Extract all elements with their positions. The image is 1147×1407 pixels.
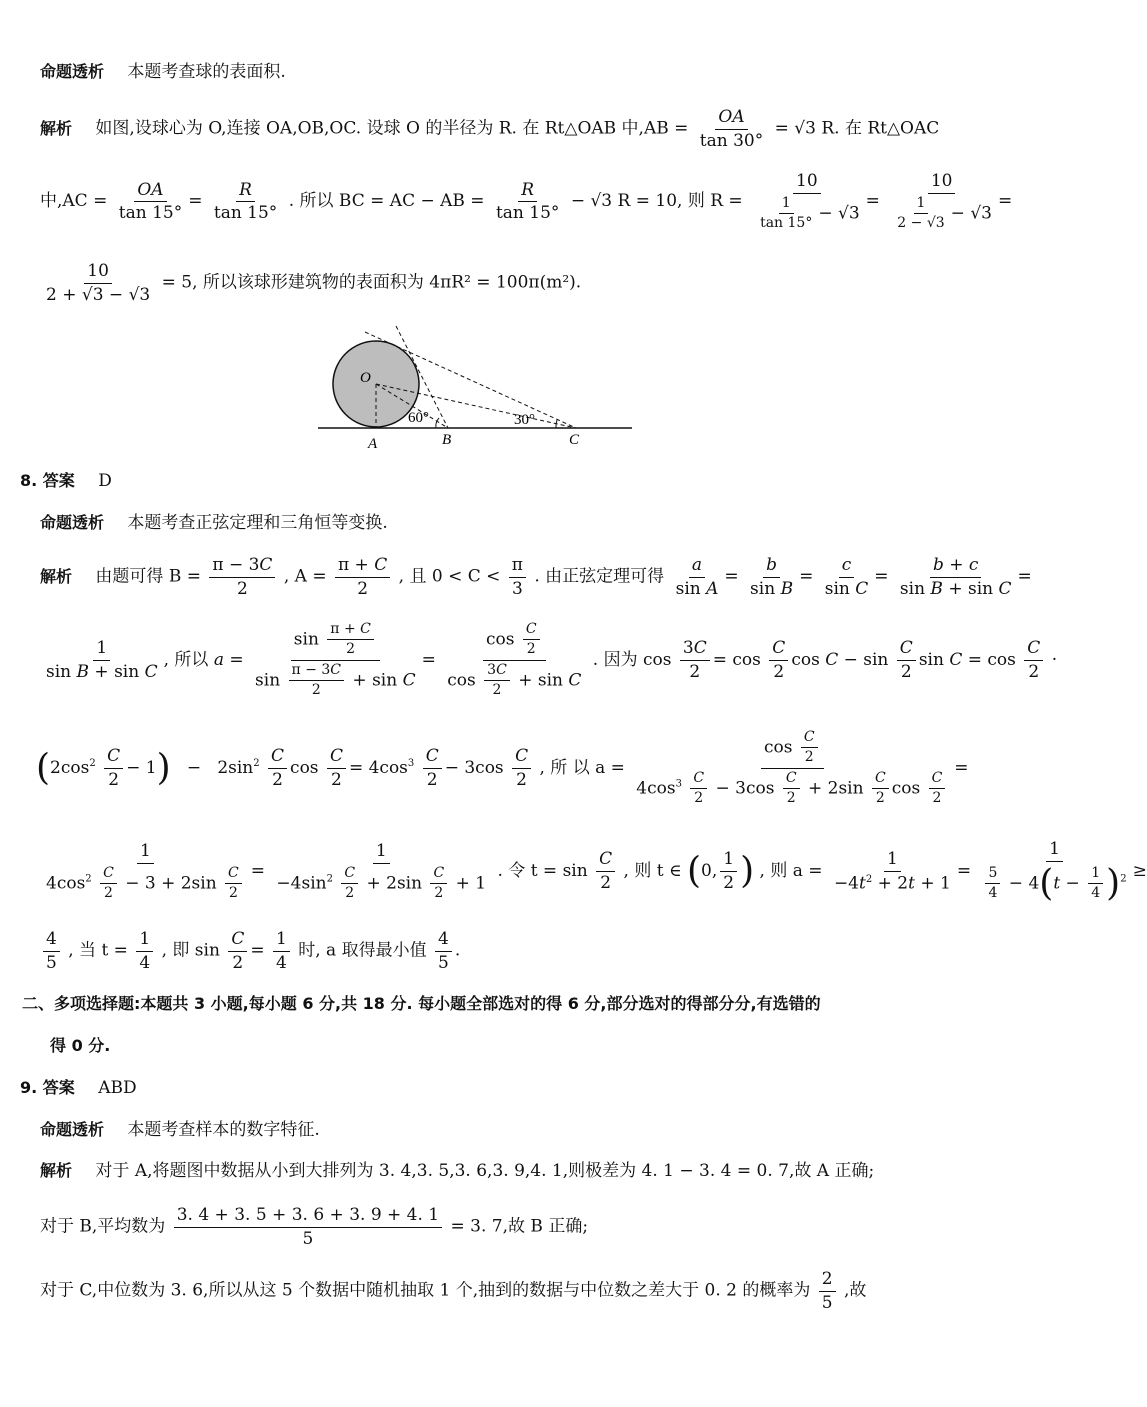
fraction: $\frac{4}{5}$ bbox=[43, 930, 60, 972]
fraction: $\frac{C}{2}$ bbox=[423, 747, 442, 789]
analysis-text: , 则 t ∈ bbox=[623, 861, 682, 882]
analysis-text: , 即 sin bbox=[161, 940, 220, 961]
q9-answer-row bbox=[20, 1080, 137, 1097]
analysis-row-9-a bbox=[40, 1163, 874, 1180]
analysis-label: 解析 bbox=[40, 566, 73, 586]
fraction: $\frac{C}{2}$ bbox=[268, 747, 287, 789]
label-a: A bbox=[368, 436, 378, 452]
q9-head: 9. 答案 bbox=[20, 1078, 75, 1097]
fraction: $\frac{C}{2}$ bbox=[327, 747, 346, 789]
analysis-text: = 5, 所以该球形建筑物的表面积为 4πR² = 100π(m²). bbox=[161, 272, 582, 293]
insight-text: 本题考查正弦定理和三角恒等变换. bbox=[127, 513, 388, 533]
analysis-text: 对于 B,平均数为 bbox=[40, 1216, 166, 1237]
fraction: $\frac{1}{-4t^2 + 2t + 1}$ bbox=[833, 849, 951, 894]
insight-row-9 bbox=[40, 1122, 320, 1139]
analysis-text: . 因为 cos bbox=[592, 649, 672, 670]
q8-head: 8. 答案 bbox=[20, 471, 75, 490]
analysis-row-8-1: 解析 由题可得 B = $\frac{\pi - 3C}{2}$ , A = $\frac{\pi + C}{2}$ , 且 0 < C < $\frac{\pi}{3}$ . 由正弦定理可得 $\frac{a}{\text{sin A}}$ = $\frac{b}{\text{sin B}}$ = $\frac{c}{\text{sin C}}$ = $\frac{b + c}{\text{sin B + sin C}}$ = bbox=[40, 555, 1032, 599]
section-2-title: 二、多项选择题:本题共 3 小题,每小题 6 分,共 18 分. 每小题全部选对的得 6 分,部分选对的得部分分,有选错的 bbox=[22, 994, 821, 1013]
fraction: $\frac{c}{\text{sin C}}$ bbox=[824, 555, 869, 599]
fraction: $\frac{4}{5}$ bbox=[435, 930, 452, 972]
analysis-row-7-1 bbox=[40, 108, 939, 150]
q8-answer: D bbox=[98, 471, 112, 491]
fraction-r-tan15: $\frac{R}{\tan 15^\circ}$ bbox=[213, 179, 278, 224]
analysis-text: − √3 R = 10, 则 R = bbox=[570, 191, 743, 212]
fraction-10-over: 10 $\frac{1}{\tan 15^\circ}$ − √3 bbox=[760, 171, 860, 232]
fraction: cos $\frac{C}{2}$ cos $\frac{3C}{2}$ + sin C bbox=[447, 621, 582, 699]
analysis-text: . 由正弦定理可得 bbox=[534, 566, 665, 587]
fraction: $\frac{1}{4}$ bbox=[273, 930, 290, 972]
fraction-oa-tan30: $\frac{OA}{\tan 30^\circ}$ bbox=[699, 107, 764, 151]
analysis-text: 对于 C,中位数为 3. 6,所以从这 5 个数据中随机抽取 1 个,抽到的数据与中位数之差大于 0. 2 的概率为 bbox=[40, 1280, 811, 1301]
analysis-text: , A = bbox=[283, 566, 327, 587]
fraction-10-final: $\frac{10}{2 + √3 - √3}$ bbox=[46, 261, 151, 305]
analysis-label: 解析 bbox=[40, 118, 73, 138]
fraction-oa-tan15: $\frac{OA}{\tan 15^\circ}$ bbox=[118, 179, 183, 224]
fraction: $\frac{b + c}{\text{sin B + sin C}}$ bbox=[899, 555, 1012, 599]
fraction-prob: $\frac{2}{5}$ bbox=[819, 1270, 836, 1312]
fraction-r-tan15-2: $\frac{R}{\tan 15^\circ}$ bbox=[495, 179, 560, 224]
label-c: C bbox=[569, 432, 580, 448]
fraction: sin $\frac{\pi + C}{2}$ sin $\frac{\pi - 3C}{2}$ + sin C bbox=[255, 621, 416, 699]
q9-answer: ABD bbox=[98, 1078, 137, 1098]
analysis-text: = 3. 7,故 B 正确; bbox=[450, 1216, 589, 1237]
sphere-figure bbox=[310, 322, 640, 452]
analysis-text: 时, a 取得最小值 bbox=[298, 940, 427, 961]
analysis-text: , 当 t = bbox=[68, 940, 128, 961]
fraction: $\frac{C}{2}$ bbox=[104, 747, 123, 789]
analysis-text: 对于 A,将题图中数据从小到大排列为 3. 4,3. 5,3. 6,3. 9,4. 1,则极差为 4. 1 − 3. 4 = 0. 7,故 A 正确; bbox=[95, 1161, 875, 1181]
insight-text: 本题考查球的表面积. bbox=[127, 62, 286, 82]
label-o: O bbox=[360, 370, 371, 386]
fraction: 1 $\frac{5}{4}$ − 4(t − $\frac{1}{4}$ )$^2$ bbox=[979, 840, 1129, 903]
label-60: 60° bbox=[408, 410, 429, 426]
analysis-text: . 令 t = sin bbox=[497, 861, 588, 882]
insight-row-8 bbox=[40, 515, 388, 532]
fraction: $\frac{C}{2}$ bbox=[897, 639, 916, 681]
fraction: $\frac{\pi}{3}$ bbox=[509, 556, 526, 598]
fraction: $\frac{C}{2}$ bbox=[512, 747, 531, 789]
section-2-title-cont: 得 0 分. bbox=[50, 1036, 111, 1055]
analysis-row-8-4: 1 $4\cos^2$ $\frac{C}{2}$ − 3 + 2sin $\frac{C}{2}$ = 1 $-4\sin^2$ $\frac{C}{2}$ + 2sin $\frac{C}{2}$ + 1 . 令 t = sin $\frac{C}{2}$ , 则 t ∈ (0, $\frac{1}{2}$ ) , 则 a = $\frac{1}{-4t^2 + 2t + 1}$ = 1 $\frac{5}{4}$ − 4(t − $\frac{1}{4}$ )$^2$ ≥ bbox=[40, 840, 1147, 903]
analysis-row-8-3: ($2\cos^2$ $\frac{C}{2}$ − $1) - 2\sin^2$ $\frac{C}{2}$ cos $\frac{C}{2}$ = $4\cos^3$ $\frac{C}{2}$ − 3cos $\frac{C}{2}$ , 所 以 a = cos $\frac{C}{2}$ $4\cos^3$ $\frac{C}{2}$ − 3cos $\frac{C}{2}$ + 2sin $\frac{C}{2}$ cos $\frac{C}{2}$ = bbox=[36, 729, 969, 807]
fraction-10-over-2: 10 $\frac{1}{2 - √3}$ − √3 bbox=[897, 171, 992, 232]
fraction: $\frac{3C}{2}$ bbox=[680, 639, 710, 681]
analysis-text: , 则 a = bbox=[759, 861, 823, 882]
fraction: cos $\frac{C}{2}$ $4\cos^3$ $\frac{C}{2}$ − 3cos $\frac{C}{2}$ + 2sin $\frac{C}{2}$ cos $\frac{C}{2}$ bbox=[633, 730, 951, 807]
analysis-row-8-2: $\frac{1}{\text{sin B + sin C}}$ , 所以 a = sin $\frac{\pi + C}{2}$ sin $\frac{\pi - 3C}{2}$ + sin C = cos $\frac{C}{2}$ cos $\frac{3C}{2}$ + sin C . 因为 cos $\frac{3C}{2}$ = cos $\frac{C}{2}$ cos C − sin $\frac{C}{2}$ sin C = cos $\frac{C}{2}$ · bbox=[40, 622, 1057, 699]
analysis-text: = √3 R. 在 Rt△OAC bbox=[774, 118, 940, 139]
label-b: B bbox=[442, 432, 452, 448]
q8-answer-row bbox=[20, 473, 112, 490]
fraction: $\frac{1}{\text{sin B + sin C}}$ bbox=[46, 638, 158, 682]
analysis-text: 由题可得 B = bbox=[95, 566, 201, 587]
fraction: $\frac{\pi - 3C}{2}$ bbox=[209, 556, 275, 598]
analysis-row-7-3 bbox=[40, 262, 581, 304]
analysis-text: 中,AC = bbox=[40, 191, 108, 212]
fraction-mean: $\frac{3. 4 + 3. 5 + 3. 6 + 3. 9 + 4. 1}{5}$ bbox=[174, 1206, 442, 1248]
analysis-row-9-c bbox=[40, 1270, 866, 1312]
insight-row-7 bbox=[40, 64, 286, 81]
fraction: $\frac{C}{2}$ bbox=[769, 639, 788, 681]
insight-text: 本题考查样本的数字特征. bbox=[127, 1120, 320, 1140]
analysis-row-7-2: 中,AC = $\frac{OA}{\tan 15^\circ}$ = $\frac{R}{\tan 15^\circ}$ . 所以 BC = AC − AB = $\frac{R}{\tan 15^\circ}$ − √3 R = 10, 则 R = 10 $\frac{1}{\tan 15^\circ}$ − √3 = 10 $\frac{1}{2 - √3}$ − √3 = bbox=[40, 171, 1013, 232]
analysis-label: 解析 bbox=[40, 1161, 73, 1180]
fraction: $\frac{\pi + C}{2}$ bbox=[335, 556, 390, 598]
analysis-text: , 所 以 a = bbox=[539, 757, 625, 778]
analysis-text: 如图,设球心为 O,连接 OA,OB,OC. 设球 O 的半径为 R. 在 Rt△OAB 中,AB = bbox=[95, 118, 689, 139]
fraction: 1 $-4\sin^2$ $\frac{C}{2}$ + 2sin $\frac{C}{2}$ + 1 bbox=[276, 840, 487, 901]
fraction: $\frac{1}{4}$ bbox=[136, 930, 153, 972]
analysis-row-8-5: $\frac{4}{5}$ , 当 t = $\frac{1}{4}$ , 即 sin $\frac{C}{2}$ = $\frac{1}{4}$ 时, a 取得最小值 $\frac{4}{5}$ . bbox=[40, 930, 460, 972]
insight-label: 命题透析 bbox=[40, 1120, 105, 1139]
fraction: $\frac{C}{2}$ bbox=[1024, 639, 1043, 681]
fraction: $\frac{C}{2}$ bbox=[228, 930, 247, 972]
fraction: $\frac{a}{\text{sin A}}$ bbox=[675, 555, 719, 599]
fraction: $\frac{b}{\text{sin B}}$ bbox=[750, 555, 794, 599]
analysis-text: ,故 bbox=[844, 1280, 867, 1301]
fraction: $\frac{C}{2}$ bbox=[596, 850, 615, 892]
angle-arc-b bbox=[436, 418, 439, 428]
insight-label: 命题透析 bbox=[40, 62, 105, 81]
insight-label: 命题透析 bbox=[40, 513, 105, 532]
fraction: 1 $4\cos^2$ $\frac{C}{2}$ − 3 + 2sin $\frac{C}{2}$ bbox=[43, 842, 248, 901]
analysis-text: . 所以 BC = AC − AB = bbox=[288, 191, 485, 212]
analysis-text: , 且 0 < C < bbox=[398, 566, 501, 587]
fraction: $\frac{1}{2}$ bbox=[720, 850, 737, 892]
analysis-row-9-b bbox=[40, 1206, 588, 1248]
label-30: 30° bbox=[514, 412, 535, 428]
